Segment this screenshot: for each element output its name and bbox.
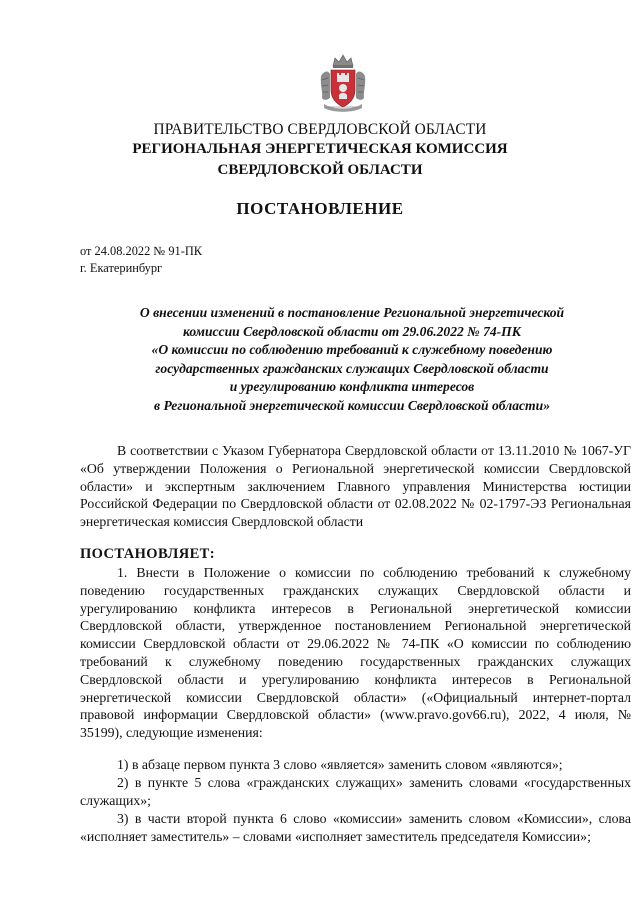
resolves-heading: ПОСТАНОВЛЯЕТ: [80,546,215,562]
coat-of-arms-emblem [318,52,368,114]
document-city: г. Екатеринбург [80,261,163,275]
document-date-number: от 24.08.2022 № 91-ПК [80,244,203,258]
subitem-3-paragraph: 3) в части второй пункта 6 слово «комиссии» заменить словом «Комиссии», слова «исполняет заместитель» – словами «исполняет заместитель председателя Комиссии»; [80,811,631,844]
subject-line: комиссии Свердловской области от 29.06.2022 № 74-ПК [183,323,521,339]
subject-line: в Региональной энергетической комиссии Свердловской области» [154,397,550,413]
intro-paragraph: В соответствии с Указом Губернатора Свердловской области от 13.11.2010 № 1067-УГ «Об утверждении Положения о Региональной энергетической комиссии Свердловской области» и экспертным заключением Главного управления Министерства юстиции Российской Федерации по Свердловской области от 02.08.2022 № 02-1797-ЭЗ Региональная энергетическая комиссия Свердловской области [80,443,631,530]
subject-line: О внесении изменений в постановление Региональной энергетической [139,305,565,320]
subject-line: «О комиссии по соблюдению требований к служебному поведению [151,342,553,358]
subject-line: и урегулированию конфликта интересов [229,379,475,395]
subitem-2-paragraph: 2) в пункте 5 слова «гражданских служащих» заменить словами «государственных служащих»; [80,775,631,808]
subitem-1-paragraph: 1) в абзаце первом пункта 3 слово «является» заменить словом «являются»; [117,757,563,772]
item-1-paragraph: 1. Внести в Положение о комиссии по соблюдению требований к служебному поведению государственных гражданских служащих Свердловской области и урегулированию конфликта интересов в Региональной энергетической комиссии Свердловской области, утвержденное постановлением Региональной энергетической комиссии Свердловской области от 29.06.2022 № 74-ПК «О комиссии по соблюдению требований к служебному поведению государственных гражданских служащих Свердловской области и урегулированию конфликта интересов в Региональной энергетической комиссии Свердловской области» («Официальный интернет-портал правовой информации Свердловской области» (www.pravo.gov66.ru), 2022, 4 июля, № 35199), следующие изменения: [80,565,631,741]
organization-line-2: РЕГИОНАЛЬНАЯ ЭНЕРГЕТИЧЕСКАЯ КОМИССИЯ [132,141,508,157]
organization-line-3: СВЕРДЛОВСКОЙ ОБЛАСТИ [217,162,423,178]
document-subject [80,304,624,416]
organization-line-1: ПРАВИТЕЛЬСТВО СВЕРДЛОВСКОЙ ОБЛАСТИ [153,121,487,138]
subject-line: государственных гражданских служащих Свердловской области [155,360,549,376]
document-type-title: ПОСТАНОВЛЕНИЕ [236,199,404,218]
